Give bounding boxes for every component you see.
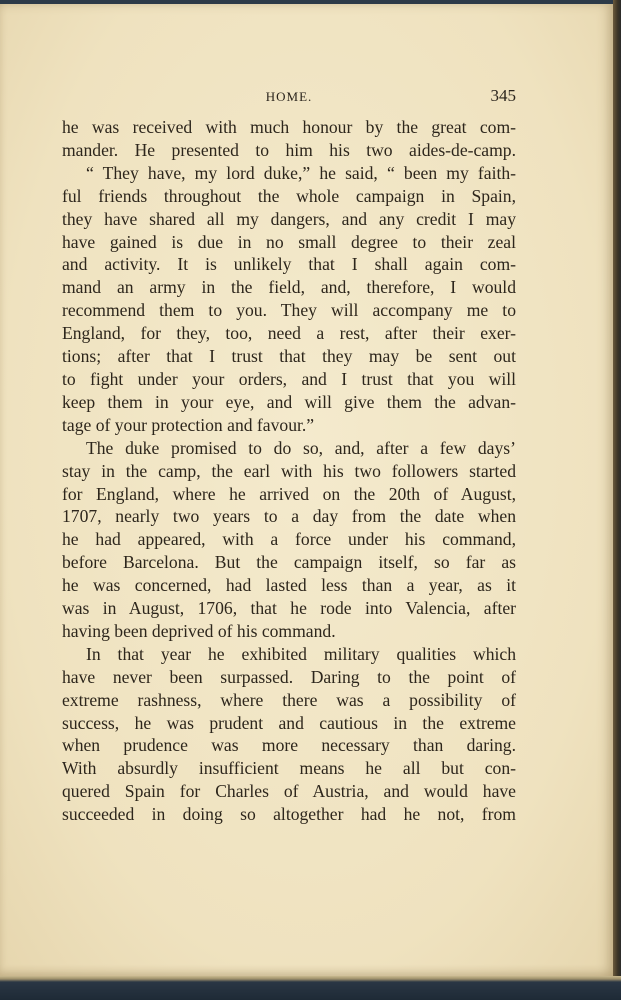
text-line: mander. He presented to him his two aides-de-camp. <box>62 139 516 160</box>
text-line: they have shared all my dangers, and any credit I may <box>62 208 516 229</box>
text-line: 1707, nearly two years to a day from the date when <box>62 506 516 527</box>
text-line: was in August, 1706, that he rode into Valencia, after <box>62 598 516 619</box>
page-right-edge <box>613 0 621 1000</box>
text-line: for England, where he arrived on the 20th of August, <box>62 483 516 504</box>
text-line: In that year he exhibited military qualities which <box>86 643 516 664</box>
text-line: he was concerned, had lasted less than a year, as it <box>62 575 516 596</box>
running-head <box>62 86 516 108</box>
page-number: 345 <box>490 86 516 105</box>
text-line: tage of your protection and favour.” <box>62 414 315 435</box>
text-line: before Barcelona. But the campaign itself, so far as <box>62 552 516 573</box>
text-line: mand an army in the field, and, therefore, I would <box>62 277 516 298</box>
text-line: have never been surpassed. Daring to the point of <box>62 666 516 687</box>
text-line: “ They have, my lord duke,” he said, “ been my faith- <box>86 162 516 183</box>
running-title: HOME. <box>265 89 313 104</box>
text-line: when prudence was more necessary than daring. <box>62 735 516 756</box>
text-line: recommend them to you. They will accompany me to <box>62 300 516 321</box>
text-line: England, for they, too, need a rest, after their exer- <box>62 323 516 344</box>
text-line: success, he was prudent and cautious in the extreme <box>62 712 516 733</box>
body-text <box>62 116 516 826</box>
text-line: keep them in your eye, and will give them the advan- <box>62 391 516 412</box>
text-line: The duke promised to do so, and, after a few days’ <box>86 437 516 458</box>
text-line: to fight under your orders, and I trust that you will <box>62 368 516 389</box>
text-line: quered Spain for Charles of Austria, and would have <box>62 781 516 802</box>
text-line: have gained is due in no small degree to their zeal <box>62 231 516 252</box>
text-line: With absurdly insufficient means he all but con- <box>62 758 516 779</box>
scan-bottom-edge <box>0 976 621 1000</box>
text-line: and activity. It is unlikely that I shall again com- <box>62 254 516 275</box>
text-line: stay in the camp, the earl with his two followers started <box>62 460 516 481</box>
text-line: tions; after that I trust that they may be sent out <box>62 346 516 367</box>
text-line: he had appeared, with a force under his command, <box>62 529 516 550</box>
text-line: he was received with much honour by the great com- <box>62 117 516 137</box>
text-line: ful friends throughout the whole campaign in Spain, <box>62 185 516 206</box>
text-line: succeeded in doing so altogether had he not, from <box>62 804 516 825</box>
text-line: extreme rashness, where there was a possibility of <box>62 689 516 710</box>
text-line: having been deprived of his command. <box>62 620 336 641</box>
